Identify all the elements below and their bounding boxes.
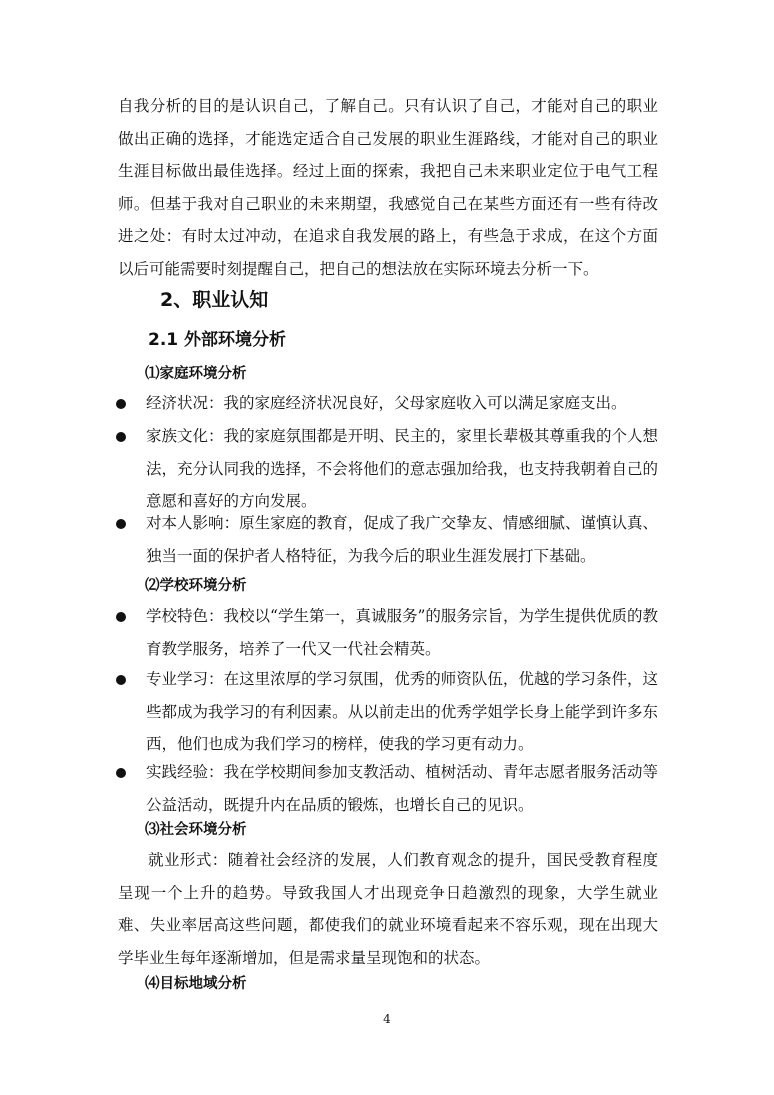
family-bullet-economy: 经济状况：我的家庭经济状况良好，父母家庭收入可以满足家庭支出。	[146, 394, 627, 412]
society-paragraph: 就业形式：随着社会经济的发展，人们教育观念的提升，国民受教育程度呈现一个上升的趋势。导致我国人才出现竞争日趋激烈的现象，大学生就业难、失业率居高这些问题，都使我们的就业环境看起来不容乐观，现在出现大学毕业生每年逐渐增加，但是需求量呈现饱和的状态。	[118, 851, 658, 967]
school-bullet-feature: 学校特色：我校以“学生第一，真诚服务”的服务宗旨，为学生提供优质的教育教学服务，培养了一代又一代社会精英。	[146, 607, 658, 658]
school-bullet-study: 专业学习：在这里浓厚的学习氛围，优秀的师资队伍，优越的学习条件，这些都成为我学习的有利因素。从以前走出的优秀学姐学长身上能学到许多东西，他们也成为我们学习的榜样，使我的学习更有动力。	[146, 670, 658, 754]
family-heading: ⑴家庭环境分析	[145, 366, 247, 382]
bullet-dot-icon	[116, 399, 126, 409]
family-bullet-culture: 家族文化：我的家庭氛围都是开明、民主的，家里长辈极其尊重我的个人想法，充分认同我的选择，不会将他们的意志强加给我，也支持我朝着自己的意愿和喜好的方向发展。	[146, 427, 658, 511]
bullet-dot-icon	[116, 675, 126, 685]
family-bullet-influence: 对本人影响：原生家庭的教育，促成了我广交挚友、情感细腻、谨慎认真、独当一面的保护者人格特征，为我今后的职业生涯发展打下基础。	[146, 514, 658, 565]
section-heading: 2、职业认知	[160, 289, 269, 311]
bullet-dot-icon	[116, 612, 126, 622]
bullet-dot-icon	[116, 432, 126, 442]
region-heading: ⑷目标地域分析	[145, 976, 247, 992]
school-heading: ⑵学校环境分析	[145, 578, 247, 594]
bullet-dot-icon	[116, 768, 126, 778]
bullet-dot-icon	[116, 519, 126, 529]
school-bullet-practice: 实践经验：我在学校期间参加支教活动、植树活动、青年志愿者服务活动等公益活动，既提升内在品质的锻炼，也增长自己的见识。	[146, 763, 658, 814]
page-number: 4	[383, 1012, 391, 1026]
intro-paragraph: 自我分析的目的是认识自己，了解自己。只有认识了自己，才能对自己的职业做出正确的选择，才能选定适合自己发展的职业生涯路线，才能对自己的职业生涯目标做出最佳选择。经过上面的探索，我把自己未来职业定位于电气工程师。但基于我对自己职业的未来期望，我感觉自己在某些方面还有一些有待改进之处：有时太过冲动，在追求自我发展的路上，有些急于求成，在这个方面以后可能需要时刻提醒自己，把自己的想法放在实际环境去分析一下。	[118, 97, 658, 278]
society-heading: ⑶社会环境分析	[145, 822, 247, 838]
subsection-heading: 2.1 外部环境分析	[148, 330, 287, 350]
